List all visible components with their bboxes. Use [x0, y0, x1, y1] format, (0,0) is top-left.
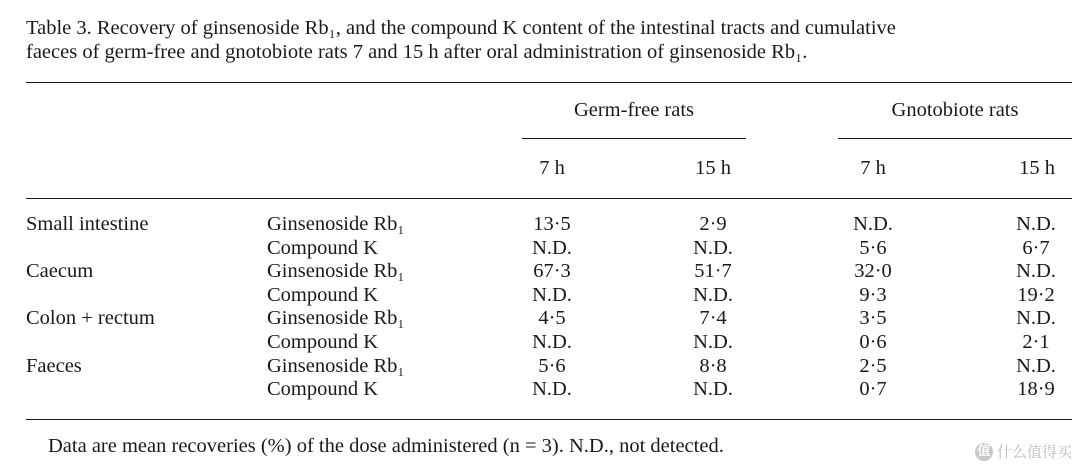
table-cell: N.D.	[853, 213, 893, 235]
row-compound-label: Compound K	[267, 331, 379, 353]
table-cell: 19·2	[1017, 284, 1055, 306]
table-caption	[26, 16, 1076, 64]
header-rule	[26, 198, 1072, 199]
header-germ-free: Germ-free rats	[573, 99, 695, 121]
table-cell: N.D.	[693, 378, 733, 400]
table-cell: N.D.	[532, 378, 572, 400]
table-cell: 5·6	[859, 237, 887, 259]
top-rule	[26, 82, 1072, 83]
table-cell: 8·8	[699, 355, 727, 377]
table-cell: N.D.	[693, 284, 733, 306]
germ-free-subrule	[522, 138, 746, 139]
table-cell: N.D.	[693, 237, 733, 259]
table-cell: 32·0	[854, 260, 892, 282]
header-time-gn-7h: 7 h	[860, 157, 886, 179]
table-cell: 51·7	[694, 260, 732, 282]
watermark	[975, 441, 1072, 462]
row-compound-label: Compound K	[267, 284, 379, 306]
header-time-gn-15h: 15 h	[1019, 157, 1055, 179]
row-tissue-label: Colon + rectum	[26, 307, 155, 329]
row-tissue-label: Caecum	[26, 260, 94, 282]
watermark-text: 什么值得买	[996, 443, 1072, 461]
table-cell: 0·6	[859, 331, 887, 353]
row-compound-label: Ginsenoside Rb₁	[267, 260, 405, 282]
table-footnote: Data are mean recoveries (%) of the dose administered (n = 3). N.D., not detected.	[48, 435, 724, 457]
table-cell: 18·9	[1017, 378, 1055, 400]
table-cell: N.D.	[1016, 213, 1056, 235]
table-cell: N.D.	[532, 331, 572, 353]
row-tissue-label: Faeces	[26, 355, 82, 377]
table-cell: 5·6	[538, 355, 566, 377]
watermark-logo-icon: 值	[975, 443, 993, 461]
table-cell: 67·3	[533, 260, 571, 282]
bottom-rule	[26, 419, 1072, 420]
caption-line-1: Table 3. Recovery of ginsenoside Rb₁, and the compound K content of the intestinal tracts and cumulative	[26, 17, 896, 39]
table-cell: 4·5	[538, 307, 566, 329]
table-cell: N.D.	[1016, 260, 1056, 282]
row-compound-label: Compound K	[267, 237, 379, 259]
caption-line-2: faeces of germ-free and gnotobiote rats 7 and 15 h after oral administration of ginsenoside Rb₁.	[26, 41, 808, 63]
table-cell: 2·9	[699, 213, 727, 235]
table-cell: 7·4	[699, 307, 727, 329]
table-cell: 2·5	[859, 355, 887, 377]
table-cell: 9·3	[859, 284, 887, 306]
table-cell: 6·7	[1022, 237, 1050, 259]
row-compound-label: Ginsenoside Rb₁	[267, 213, 405, 235]
header-time-gf-15h: 15 h	[695, 157, 731, 179]
table-cell: N.D.	[532, 284, 572, 306]
row-tissue-label: Small intestine	[26, 213, 149, 235]
header-time-gf-7h: 7 h	[539, 157, 565, 179]
table-cell: N.D.	[1016, 355, 1056, 377]
row-compound-label: Compound K	[267, 378, 379, 400]
row-compound-label: Ginsenoside Rb₁	[267, 355, 405, 377]
row-compound-label: Ginsenoside Rb₁	[267, 307, 405, 329]
table-cell: N.D.	[532, 237, 572, 259]
table-cell: 0·7	[859, 378, 887, 400]
table-cell: 13·5	[533, 213, 571, 235]
table-cell: 3·5	[859, 307, 887, 329]
table-cell: N.D.	[1016, 307, 1056, 329]
gnotobiote-subrule	[838, 138, 1072, 139]
header-gnotobiote: Gnotobiote rats	[891, 99, 1019, 121]
table-cell: 2·1	[1022, 331, 1050, 353]
table-cell: N.D.	[693, 331, 733, 353]
